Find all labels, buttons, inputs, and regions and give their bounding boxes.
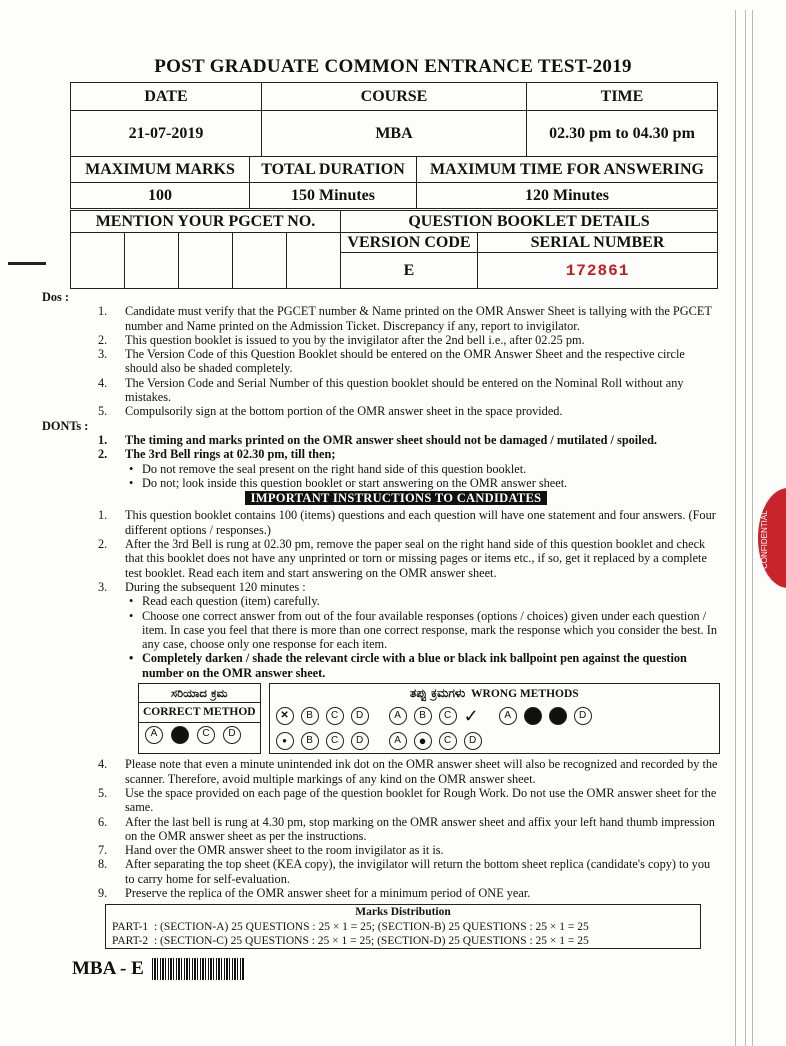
- page-edge-line: [745, 10, 746, 1046]
- booklet-details-table: [70, 210, 718, 289]
- instruction-bullet: • Read each question (item) carefully.: [72, 594, 720, 608]
- part-1-row: PART-1 : (SECTION-A) 25 QUESTIONS : 25 × 1 = 25; (SECTION-B) 25 QUESTIONS : 25 × 1 = 25: [112, 920, 589, 933]
- donts-item: 2. The 3rd Bell rings at 02.30 pm, till then;: [98, 447, 336, 462]
- serial-number-label: SERIAL NUMBER: [478, 233, 718, 253]
- option-d-circle: D: [351, 707, 369, 725]
- instruction-bullet: • Choose one correct answer from out of the four available responses (options / choices) given under each question / item. In case you feel that there is more than one correct response, mark the response which you consider the best. In any case, choose only one response for each item.: [72, 609, 720, 652]
- filled-circle: [524, 707, 542, 725]
- pgcet-digit-box[interactable]: [125, 233, 179, 289]
- time-label: TIME: [527, 83, 718, 111]
- max-marks-label: MAXIMUM MARKS: [71, 157, 250, 183]
- instruction-item: 7. Hand over the OMR answer sheet to the room invigilator as it is.: [98, 843, 444, 858]
- pgcet-digit-box[interactable]: [233, 233, 287, 289]
- instruction-item: 4. Please note that even a minute unintended ink dot on the OMR answer sheet will also be recognized and recorded by the scanner. Therefore, avoid multiple markings of any kind on the OMR answer sheet.: [98, 757, 718, 786]
- part-2-row: PART-2 : (SECTION-C) 25 QUESTIONS : 25 × 1 = 25; (SECTION-D) 25 QUESTIONS : 25 × 1 = 25: [112, 934, 589, 947]
- version-code-label: VERSION CODE: [341, 233, 478, 253]
- instruction-bullet: • Completely darken / shade the relevant circle with a blue or black ink ballpoint pen against the question number on the OMR answer sheet.: [72, 651, 720, 680]
- dos-list: [72, 304, 720, 418]
- marks-distribution-title: Marks Distribution: [355, 906, 451, 919]
- option-d-circle: D: [574, 707, 592, 725]
- donts-bullet: • Do not; look inside this question booklet or start answering on the OMR answer sheet.: [72, 476, 720, 490]
- correct-method-kannada: ಸರಿಯಾದ ಕ್ರಮ: [170, 686, 228, 701]
- exam-info-table: [70, 82, 718, 157]
- correct-method-example: [139, 722, 260, 747]
- marking-methods: [138, 683, 720, 754]
- exam-date: 21-07-2019: [71, 111, 262, 157]
- option-b-circle: B: [301, 707, 319, 725]
- wrong-methods-box: [269, 683, 720, 754]
- donts-bullet: • Do not remove the seal present on the right hand side of this question booklet.: [72, 462, 720, 476]
- dos-item: 5. Compulsorily sign at the bottom portion of the OMR answer sheet in the space provided.: [98, 404, 563, 419]
- dos-item: 2. This question booklet is issued to you by the invigilator after the 2nd bell i.e., after 02.25 pm.: [98, 332, 585, 347]
- pgcet-digit-box[interactable]: [287, 233, 341, 289]
- max-time: 120 Minutes: [417, 183, 718, 209]
- option-c-circle: C: [326, 707, 344, 725]
- correct-method-box: [138, 683, 261, 754]
- donts-item: 1. The timing and marks printed on the OMR answer sheet should not be damaged / mutilated / spoiled.: [98, 432, 658, 447]
- option-d-circle: D: [223, 726, 241, 744]
- instruction-item: 8. After separating the top sheet (KEA copy), the invigilator will return the bottom sheet replica (candidate's copy) to you to carry home for self-evaluation.: [98, 857, 711, 886]
- max-marks: 100: [71, 183, 250, 209]
- option-c-circle: C: [326, 732, 344, 750]
- wrong-methods-row-1: [270, 703, 719, 729]
- date-label: DATE: [71, 83, 262, 111]
- exam-time: 02.30 pm to 04.30 pm: [527, 111, 718, 157]
- option-c-circle: C: [197, 726, 215, 744]
- filled-circle: [549, 707, 567, 725]
- option-b-filled-circle: [171, 726, 189, 744]
- tick-mark-icon: ✓: [463, 706, 479, 727]
- option-c-circle: C: [439, 732, 457, 750]
- option-d-circle: D: [464, 732, 482, 750]
- booklet-details-label: QUESTION BOOKLET DETAILS: [341, 211, 718, 233]
- dos-item: 3. The Version Code of this Question Booklet should be entered on the OMR Answer Sheet and the respective circle should also be shaded completely.: [98, 347, 685, 376]
- option-a-circle: A: [499, 707, 517, 725]
- max-time-label: MAXIMUM TIME FOR ANSWERING: [417, 157, 718, 183]
- barcode-icon: [152, 958, 244, 980]
- option-a-circle: A: [389, 707, 407, 725]
- pgcet-digit-box[interactable]: [71, 233, 125, 289]
- option-a-circle: A: [389, 732, 407, 750]
- instruction-item: 5. Use the space provided on each page of the question booklet for Rough Work. Do not use the OMR answer sheet for the same.: [98, 785, 717, 815]
- booklet-code: MBA - E: [72, 958, 144, 979]
- total-duration-label: TOTAL DURATION: [250, 157, 417, 183]
- dos-heading: Dos :: [42, 290, 69, 304]
- seal-label: CONFIDENTIAL: [760, 510, 769, 570]
- marks-distribution-box: [105, 904, 701, 949]
- page-edge-line: [752, 10, 753, 1046]
- instructions-banner: IMPORTANT INSTRUCTIONS TO CANDIDATES: [72, 491, 720, 505]
- course-label: COURSE: [262, 83, 527, 111]
- instruction-item: 6. After the last bell is rung at 4.30 pm, stop marking on the OMR answer sheet and affix your left hand thumb impression on the OMR answer sheet as per the instructions.: [98, 814, 715, 843]
- instruction-item: 9. Preserve the replica of the OMR answer sheet for a minimum period of ONE year.: [98, 885, 531, 900]
- partial-fill-circle-icon: ●: [276, 732, 294, 750]
- dos-item: 4. The Version Code and Serial Number of this question booklet should be entered on the Nominal Roll without any mistakes.: [98, 375, 684, 405]
- marks-table: [70, 156, 718, 209]
- option-c-circle: C: [439, 707, 457, 725]
- partial-fill-circle-icon: ●: [414, 732, 432, 750]
- instructions-body: [42, 290, 720, 949]
- donts-heading: DONTs :: [42, 418, 89, 433]
- page-title: POST GRADUATE COMMON ENTRANCE TEST-2019: [154, 56, 632, 77]
- wrong-methods-row-2: [270, 729, 719, 753]
- wrong-methods-header: ತಪ್ಪು ಕ್ರಮಗಳು WRONG METHODS: [409, 686, 579, 701]
- option-d-circle: D: [351, 732, 369, 750]
- exam-course: MBA: [262, 111, 527, 157]
- crossed-circle-icon: ✕: [276, 707, 294, 725]
- page-edge-line: [735, 10, 736, 1046]
- pgcet-label: MENTION YOUR PGCET NO.: [71, 211, 341, 233]
- instruction-item: 2. After the 3rd Bell is rung at 02.30 pm, remove the paper seal on the right hand side of this question booklet and check that this booklet does not have any unprinted or torn or missing pages or items etc., if so, get it replaced by a complete test booklet. Read each item and start answering on the OMR answer sheet.: [98, 537, 707, 580]
- instruction-item: 3. During the subsequent 120 minutes :: [98, 579, 306, 594]
- pgcet-digit-box[interactable]: [179, 233, 233, 289]
- instruction-list-continued: [72, 757, 720, 900]
- version-code: E: [341, 253, 478, 289]
- option-b-circle: B: [414, 707, 432, 725]
- dos-item: 1. Candidate must verify that the PGCET number & Name printed on the OMR Answer Sheet is tallying with the PGCET number and Name printed on the Admission Ticket. Discrepancy if any, report to invigilator.: [98, 304, 712, 333]
- option-b-circle: B: [301, 732, 319, 750]
- correct-method-label: CORRECT METHOD: [139, 702, 260, 721]
- instruction-item: 1. This question booklet contains 100 (items) questions and each question will have one statement and four answers. (Four different options / responses.): [98, 508, 716, 537]
- booklet-footer: [72, 958, 244, 980]
- total-duration: 150 Minutes: [250, 183, 417, 209]
- serial-number: 172861: [478, 253, 718, 289]
- margin-mark: [8, 262, 46, 265]
- option-a-circle: A: [145, 726, 163, 744]
